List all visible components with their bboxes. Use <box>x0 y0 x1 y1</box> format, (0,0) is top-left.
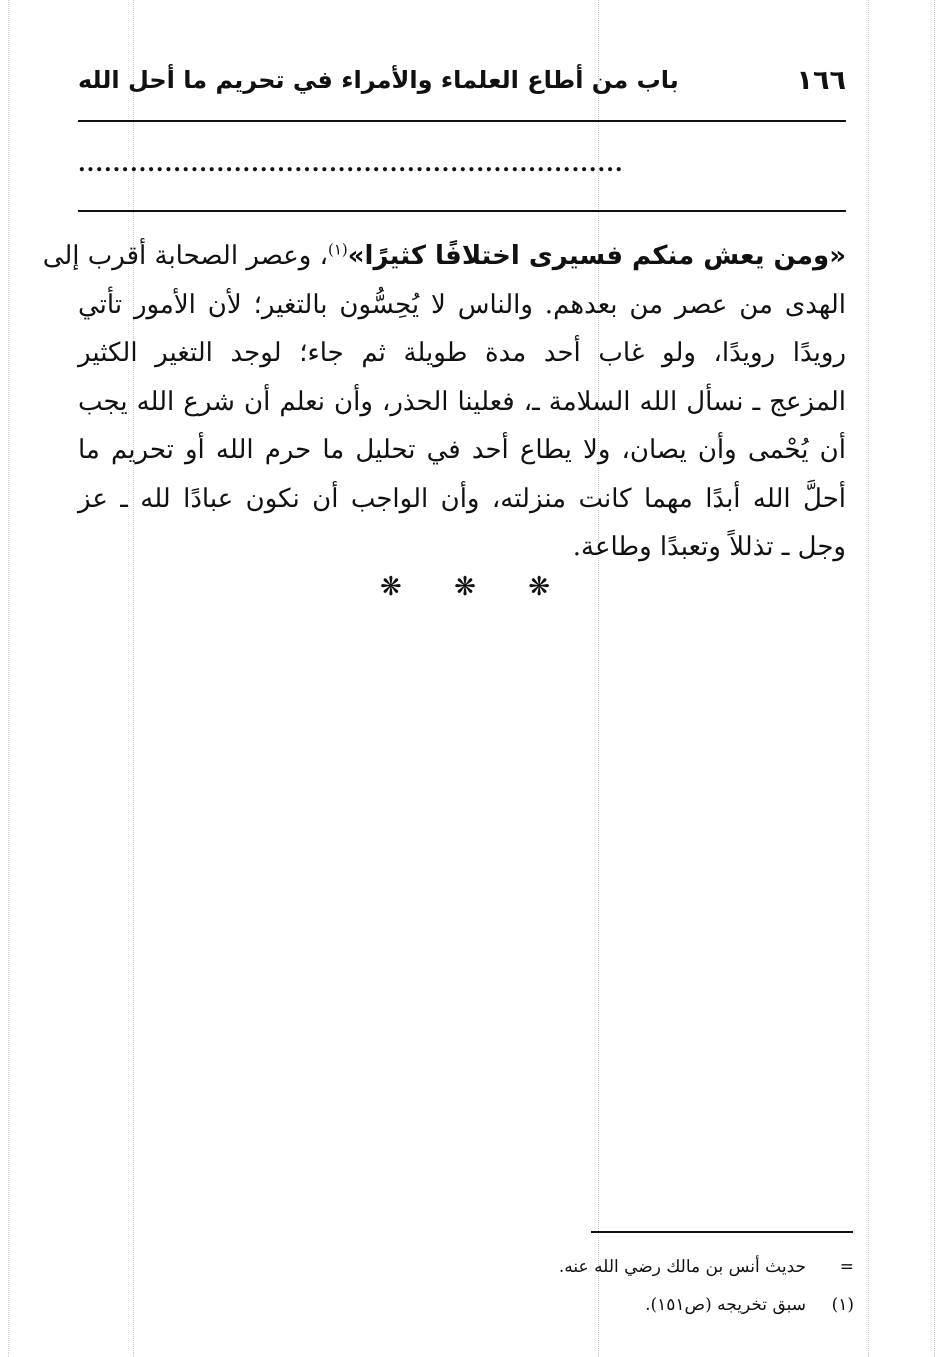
footnotes <box>334 1248 854 1324</box>
hadith-quote: «ومن يعش منكم فسيرى اختلافًا كثيرًا» <box>347 241 846 271</box>
scan-guide-line <box>133 0 134 1357</box>
footnote-item <box>334 1286 854 1324</box>
scan-guide-line <box>598 0 599 1357</box>
chapter-title: باب من أطاع العلماء والأمراء في تحريم ما أحل الله <box>78 66 679 94</box>
star-ornament: ❋ <box>454 572 476 602</box>
text-line: وجل ـ تذللاً وتعبدًا وطاعة. <box>572 532 846 562</box>
footnote-mark: = <box>839 1257 854 1277</box>
text-line: أن يُحْمى وأن يصان، ولا يطاع أحد في تحليل ما حرم الله أو تحريم ما <box>78 435 846 465</box>
text-segment: ، وعصر الصحابة أقرب إلى <box>42 241 328 271</box>
footnote-mark: (١) <box>831 1295 854 1315</box>
text-line: المزعج ـ نسأل الله السلامة ـ، فعلينا الحذر، وأن نعلم أن شرع الله يجب <box>78 386 846 417</box>
scan-guide-line <box>868 0 869 1357</box>
text-line: أحلَّ الله أبدًا مهما كانت منزلته، وأن الواجب أن نكون عبادًا لله ـ عز <box>78 483 846 514</box>
header-rule <box>78 120 846 122</box>
footnote-rule <box>591 1231 853 1233</box>
footnote-text: سبق تخريجه (ص١٥١). <box>645 1295 806 1315</box>
footnote-item <box>334 1248 854 1286</box>
star-ornament: ❋ <box>528 572 550 602</box>
section-rule <box>78 210 846 212</box>
text-line: الهدى من عصر من بعدهم. والناس لا يُحِسُّون بالتغير؛ لأن الأمور تأتي <box>78 289 846 320</box>
running-header <box>78 58 846 102</box>
scan-guide-line <box>934 0 935 1357</box>
star-ornament: ❋ <box>380 572 402 602</box>
main-text <box>42 232 846 572</box>
omission-dots: ............................................................... <box>78 152 624 176</box>
text-line: رويدًا رويدًا، ولو غاب أحد مدة طويلة ثم جاء؛ لوجد التغير الكثير <box>78 338 846 368</box>
scan-guide-line <box>8 0 9 1357</box>
footnote-text: حديث أنس بن مالك رضي الله عنه. <box>558 1257 806 1277</box>
footnote-reference: (١) <box>327 240 348 259</box>
page-number: ١٦٦ <box>796 64 846 96</box>
text-line <box>42 232 846 281</box>
section-break-stars <box>380 572 550 602</box>
